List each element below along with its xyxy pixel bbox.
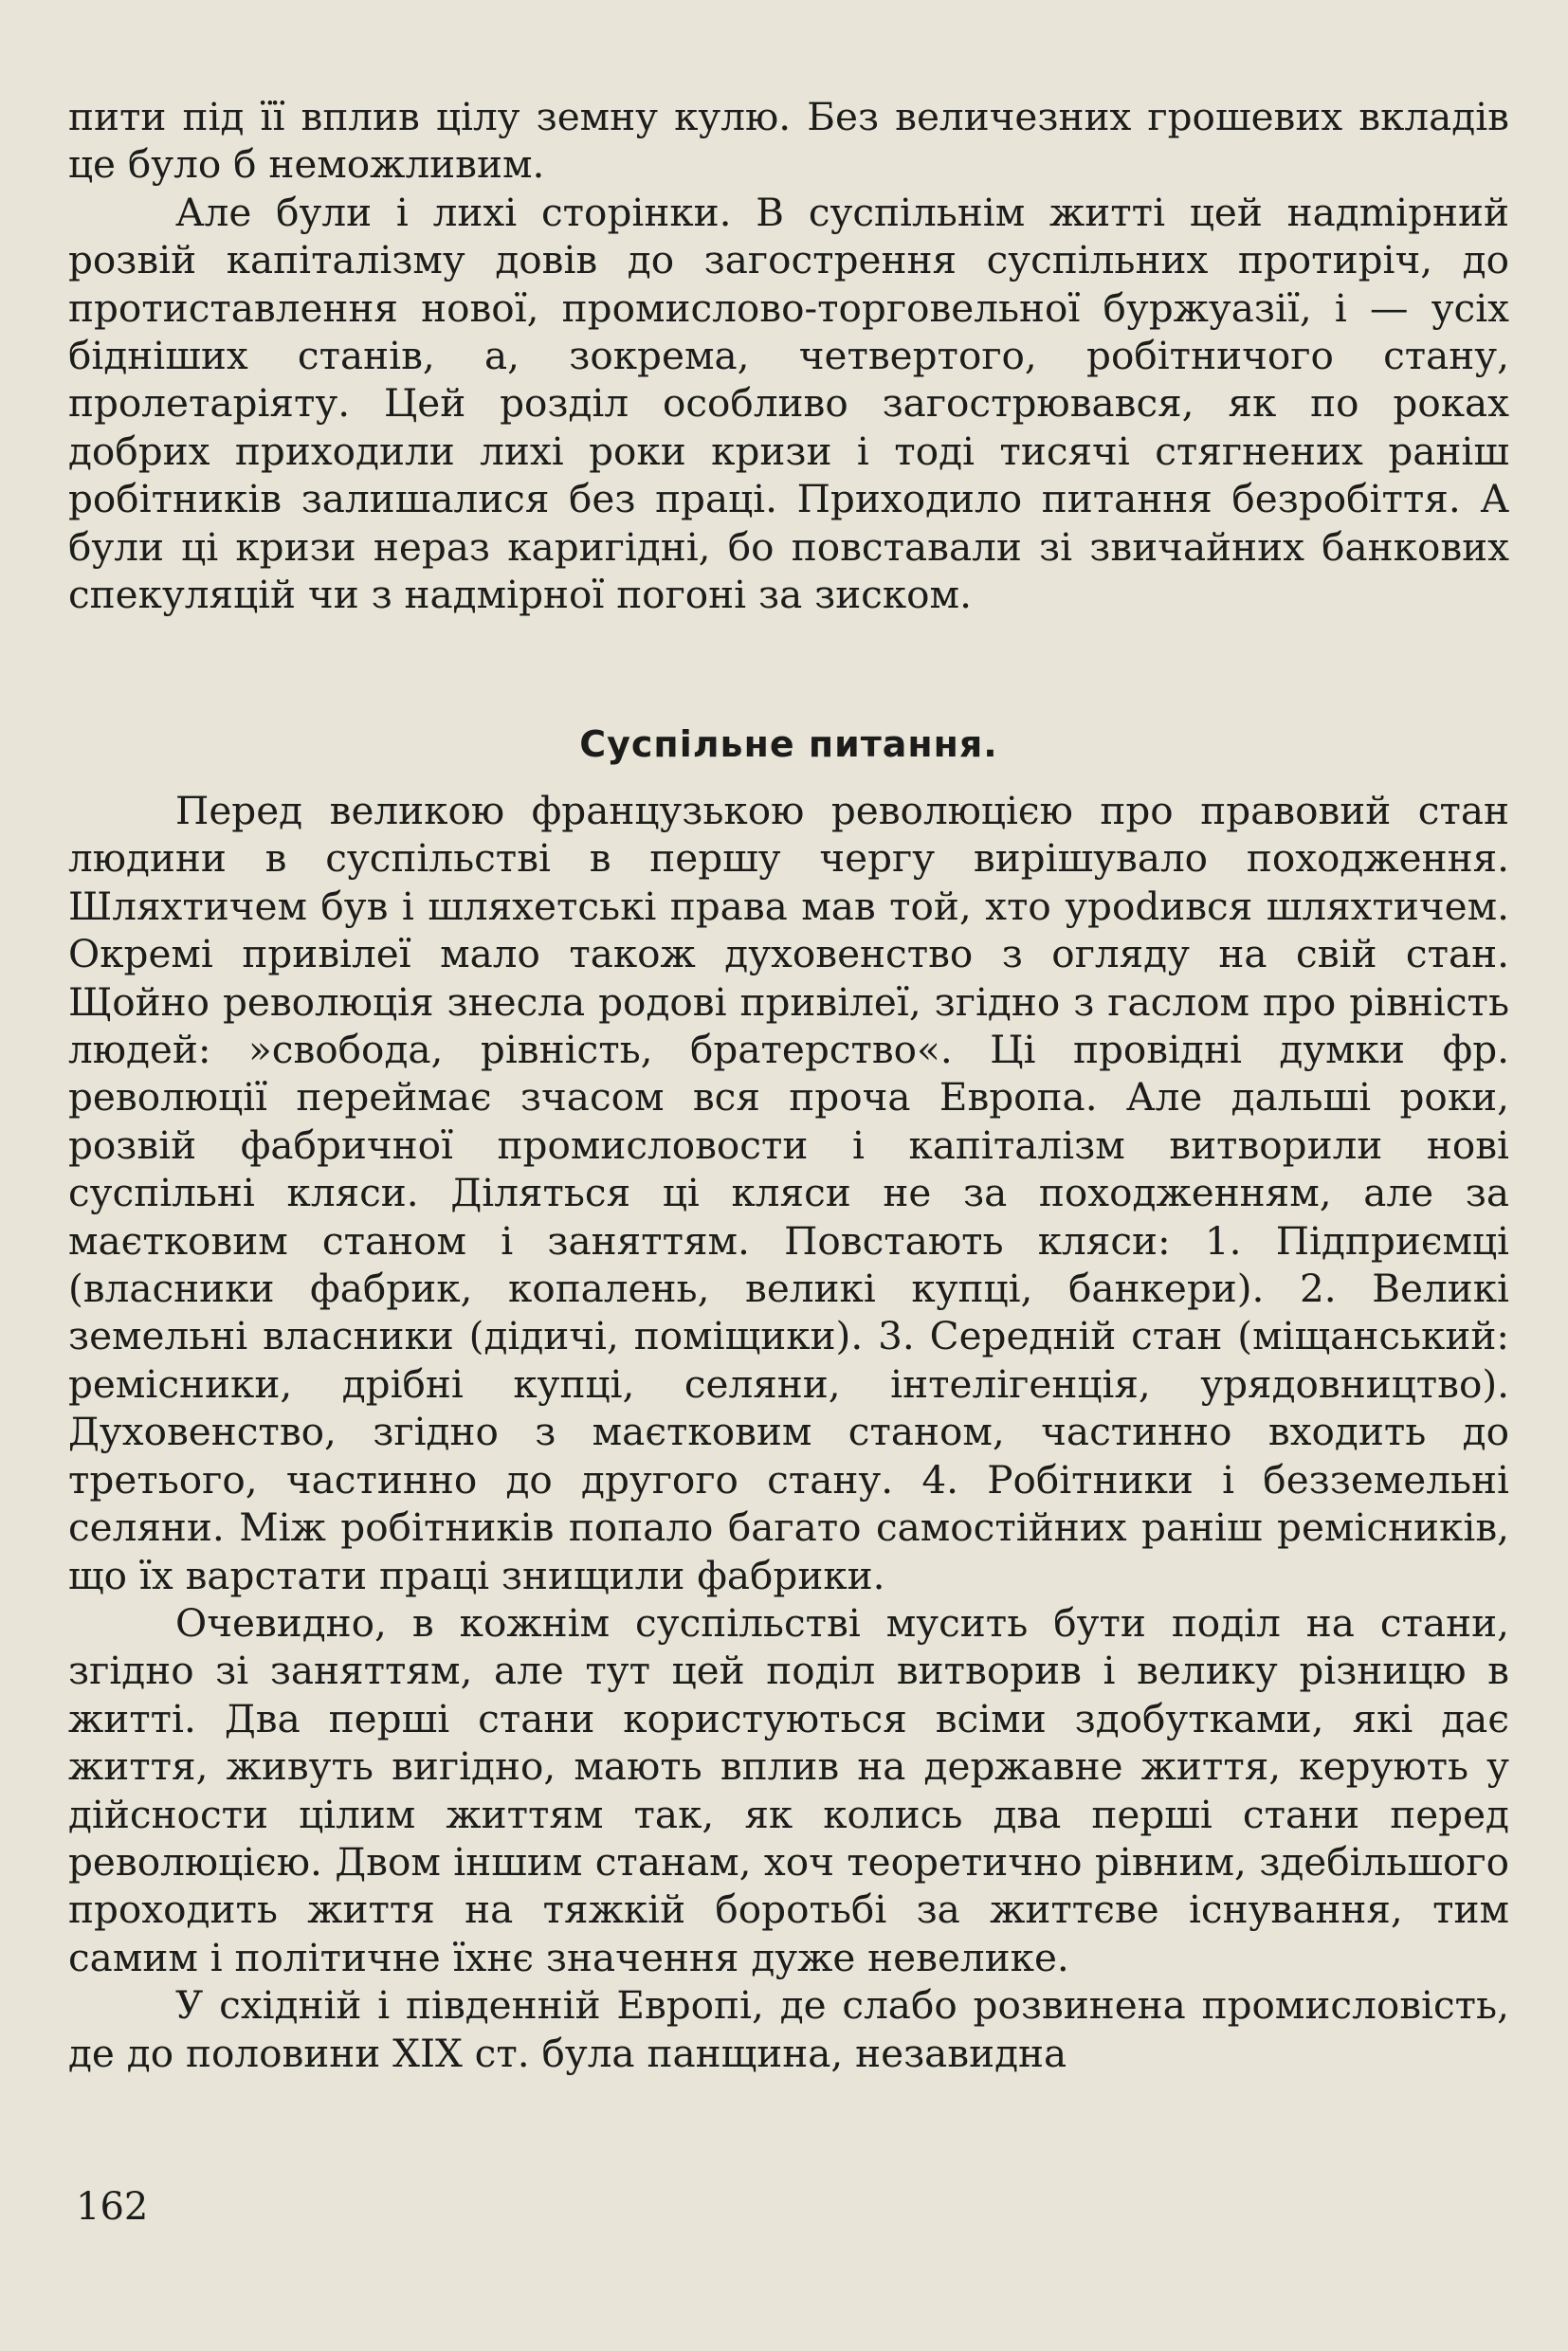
top-text-block bbox=[68, 93, 1509, 618]
paragraph-eastern-europe: У східній і південній Европі, де слабо розвинена промисловість, де до половини XIX ст. була панщина, незавидна bbox=[68, 1982, 1509, 2076]
main-text-block bbox=[68, 787, 1509, 2077]
paragraph-continued: пити під її вплив цілу земну кулю. Без величезних грошевих вкладів це було б неможливим. bbox=[68, 94, 1509, 188]
section-heading: Суспільне питання. bbox=[579, 723, 998, 765]
paragraph-division: Очевидно, в кожнім суспільстві мусить бути поділ на стани, згідно зі заняттям, але тут цей поділ витворив і велику різницю в житті. Два перші стани користуються всіми здобутками, які дає життя, живуть вигідно, мають вплив на державне життя, керують у дійсности цілим життям так, як колись два перші стани перед революцією. Двом іншим станам, хоч теоретично рівним, здебільшого проходить життя на тяжкій боротьбі за життєве існування, тим самим і політичне їхнє значення дуже невелике. bbox=[68, 1599, 1509, 1980]
page-number: 162 bbox=[76, 2185, 149, 2229]
paragraph-classes: Перед великою французькою революцією про правовий стан людини в суспільстві в першу чергу вирішувало походження. Шляхтичем був і шляхетські права мав той, хто уроdився шляхтичем. Окремі привілеї мало також духовенство з огляду на свій стан. Щойно революція знесла родові привілеї, згідно з гаслом про рівність людей: »свобода, рівність, братерство«. Ці провідні думки фр. революції переймає зчасом вся проча Европа. Але дальші роки, розвій фабричної промисловости і капіталізм витворили нові суспільні кляси. Діляться ці кляси не за походженням, але за маєтковим станом і заняттям. Повстають кляси: 1. Підприємці (власники фабрик, копалень, великі купці, банкери). 2. Великі земельні власники (дідичі, поміщики). 3. Середній стан (міщанський: ремісники, дрібні купці, селяни, інтелігенція, урядовництво). Духовенство, згідно з маєтковим станом, частинно входить до третього, частинно до другого стану. 4. Робітники і безземельні селяни. Між робітників попало багато самостійних раніш ремісників, що їх варстати праці знищили фабрики. bbox=[68, 788, 1509, 1598]
paragraph-crises: Але були і лихі сторінки. В суспільнім житті цей надmірний розвій капіталізму довів до загострення суспільних протиріч, до протиставлення нової, промислово-торговельної буржуазії, і — усіх бідніших станів, а, зокрема, четвертого, робітничого стану, пролетаріяту. Цей розділ особливо загострювався, як по роках добрих приходили лихі роки кризи і тоді тисячі стягнених раніш робітників залишалися без праці. Приходило питання безробіття. А були ці кризи нераз каригідні, бо повставали зі звичайних банкових спекуляцій чи з надмірної погоні за зиском. bbox=[68, 189, 1509, 618]
